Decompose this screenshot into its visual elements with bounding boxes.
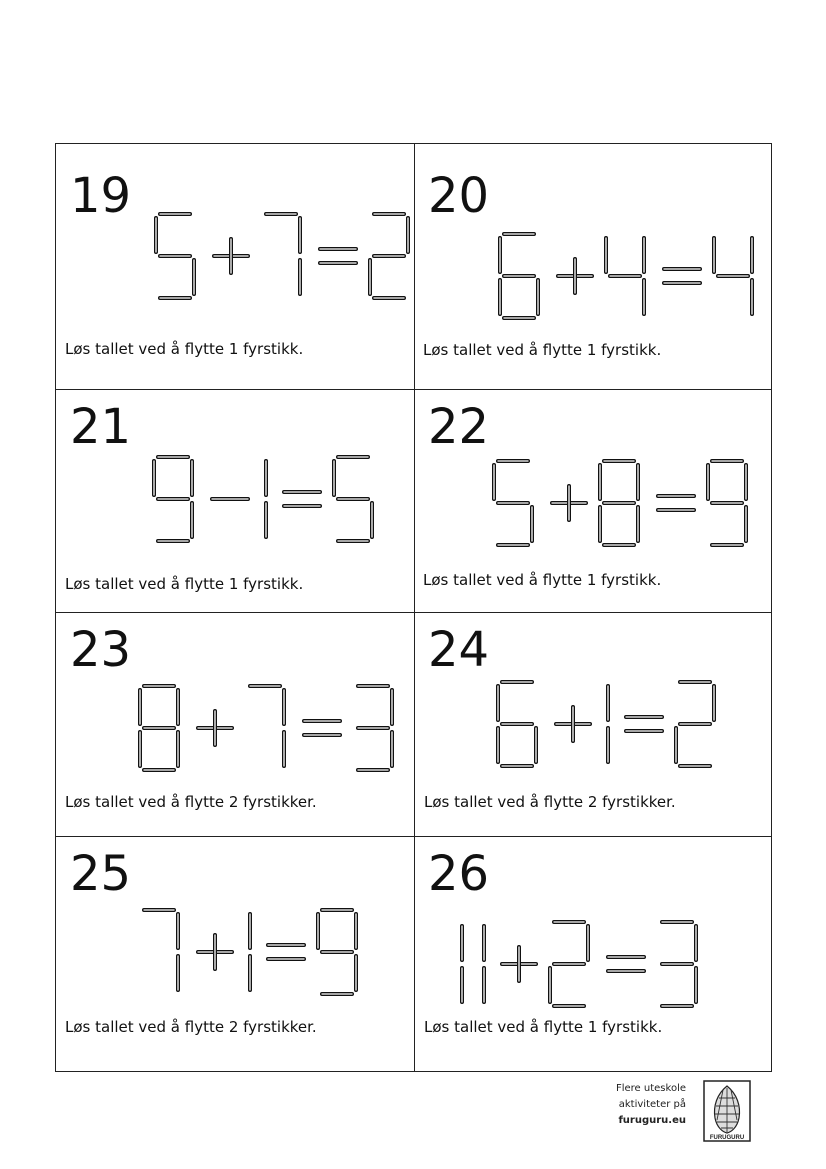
card-number: 23 (70, 622, 132, 678)
card-number: 20 (428, 168, 490, 224)
card-instruction: Løs tallet ved å flytte 1 fyrstikk. (423, 341, 662, 359)
puzzle-card-20 (414, 144, 773, 389)
pinecone-logo-icon (703, 1080, 751, 1142)
puzzle-card-24 (414, 612, 773, 836)
footer-site-link[interactable]: furuguru.eu (618, 1115, 686, 1126)
card-instruction: Løs tallet ved å flytte 2 fyrstikker. (424, 793, 676, 811)
footer-line-1: Flere uteskole (615, 1083, 686, 1094)
card-instruction: Løs tallet ved å flytte 2 fyrstikker. (65, 793, 317, 811)
matchstick-equation (496, 682, 746, 772)
puzzle-card-26 (414, 836, 773, 1073)
puzzle-card-21 (56, 389, 414, 612)
card-number: 25 (70, 846, 132, 902)
matchstick-equation (138, 910, 388, 1000)
puzzle-card-grid (55, 143, 772, 1072)
puzzle-card-25 (56, 836, 414, 1073)
matchstick-equation (138, 686, 388, 776)
puzzle-card-22 (414, 389, 773, 612)
card-number: 24 (428, 622, 490, 678)
matchstick-equation (154, 214, 404, 304)
matchstick-equation (492, 461, 752, 551)
footer-line-2: aktiviteter på (618, 1099, 686, 1110)
card-instruction: Løs tallet ved å flytte 1 fyrstikk. (65, 575, 304, 593)
card-number: 22 (428, 399, 490, 455)
puzzle-card-23 (56, 612, 414, 836)
card-instruction: Løs tallet ved å flytte 1 fyrstikk. (423, 571, 662, 589)
puzzle-card-19 (56, 144, 414, 389)
card-instruction: Løs tallet ved å flytte 1 fyrstikk. (424, 1018, 663, 1036)
footer-promo (590, 1081, 686, 1129)
card-number: 21 (70, 399, 132, 455)
card-instruction: Løs tallet ved å flytte 1 fyrstikk. (65, 340, 304, 358)
matchstick-equation (456, 922, 756, 1012)
matchstick-equation (498, 234, 758, 324)
card-number: 19 (70, 168, 132, 224)
matchstick-equation (152, 457, 402, 547)
card-instruction: Løs tallet ved å flytte 2 fyrstikker. (65, 1018, 317, 1036)
card-number: 26 (428, 846, 490, 902)
logo-wordmark: FURUGURU (709, 1135, 745, 1141)
